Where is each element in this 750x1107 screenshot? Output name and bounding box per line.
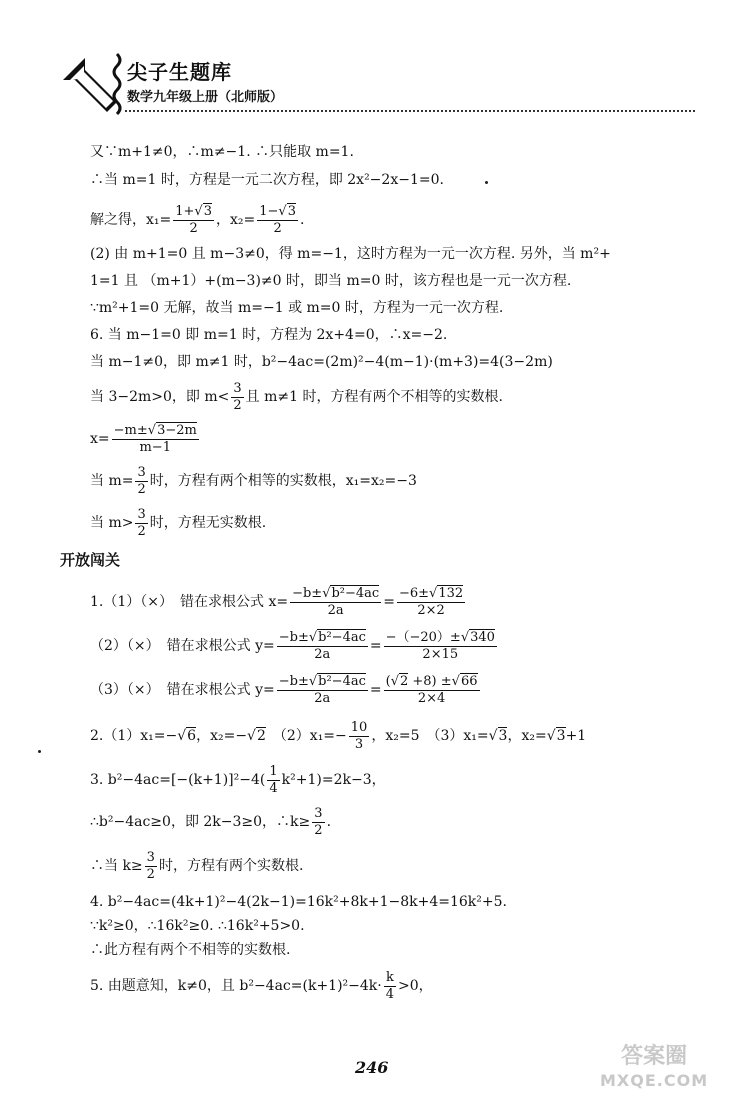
problem-1-2: [90, 626, 700, 666]
fraction: $\frac{-(-20)\pm√340}{2\times 15}$: [385, 629, 495, 662]
equal-roots-line: [90, 462, 700, 500]
denominator: 2: [314, 822, 323, 838]
problem-3-c: [90, 846, 700, 886]
fraction: [231, 381, 243, 414]
radicand: b²−4ac: [318, 629, 366, 645]
fraction: $\frac{-6\pm√132}{2\times 2}$: [398, 585, 464, 618]
text: （3）（×） 错在求根公式 y=: [90, 682, 275, 698]
radicand: 2: [399, 673, 409, 689]
problem-1-3: [90, 670, 700, 710]
text-line: 4. b²−4ac=(4k+1)²−4(2k−1)=16k²+8k+1−8k+4=16k²+5.: [90, 894, 507, 910]
text: k²+1)=2k−3，: [281, 772, 386, 788]
text: 5. 由题意知，k≠0，且 b²−4ac=(k+1)²−4k·: [90, 978, 382, 994]
text: ，: [216, 212, 230, 228]
fraction: $\frac{-m\pm√3-2m}{m-1}$: [113, 422, 197, 455]
radicand: 66: [460, 673, 478, 689]
text: ∴当 k≥: [90, 858, 143, 874]
root-formula-line: [90, 420, 700, 458]
page-number: 246: [355, 1058, 389, 1077]
text: x₂=: [230, 212, 256, 228]
condition-line: [90, 378, 700, 416]
text-line: (2) 由 m+1=0 且 m−3≠0，得 m=−1，这时方程为一元一次方程. 另外，当 m²+: [90, 246, 611, 262]
denominator: 2: [137, 523, 146, 539]
radicand: 3: [556, 728, 566, 744]
radicand: 3−2m: [157, 422, 197, 438]
watermark-domain: MXQE.COM: [600, 1071, 709, 1090]
denominator: 2×2: [417, 602, 445, 618]
numerator: 3: [137, 506, 146, 522]
numerator: 3: [314, 805, 323, 821]
text: 2.（1）x₁=−: [90, 728, 178, 744]
denominator: 4: [269, 780, 278, 796]
fraction: [135, 507, 147, 540]
numerator: 3: [137, 464, 146, 480]
denominator: 2a: [327, 602, 344, 618]
solution-content: [60, 142, 700, 1006]
text: ，x₂=5 （3）x₁=: [371, 728, 489, 744]
text: 1.（1）（×） 错在求根公式 x=: [90, 594, 289, 610]
text: （2）（×） 错在求根公式 y=: [90, 638, 275, 654]
fraction: [384, 970, 396, 1003]
roots-line: [90, 202, 700, 238]
denominator: 2: [233, 397, 242, 413]
denominator: 3: [354, 736, 364, 752]
text: (: [385, 673, 391, 689]
radicand: 340: [470, 629, 495, 645]
text-line: 6. 当 m−1=0 即 m=1 时，方程为 2x+4=0，∴x=−2.: [90, 327, 448, 343]
text: .: [326, 814, 332, 830]
denominator: 2: [189, 220, 198, 236]
numerator: 10: [350, 719, 368, 735]
book-subtitle: 数学九年级上册（北师版）: [127, 90, 284, 105]
no-roots-line: [90, 504, 700, 542]
text-line: 1=1 且 （m+1）+(m−3)≠0 时，即当 m=0 时，该方程也是一元一次方程.: [90, 273, 572, 289]
fraction: $\frac{1+√3}{2}$: [175, 203, 212, 236]
text: 且 m≠1 时，方程有两个不相等的实数根.: [245, 389, 503, 405]
text: +1: [565, 728, 587, 744]
text: x₁=: [146, 212, 172, 228]
problem-3-b: [90, 802, 700, 842]
denominator: 2a: [314, 690, 331, 706]
speck: [38, 750, 41, 753]
arrow-logo-icon: [55, 50, 135, 130]
text: ，x₂=: [507, 728, 547, 744]
fraction: [135, 465, 147, 498]
text: 1+: [175, 203, 195, 219]
text-line: ∴当 m=1 时，方程是一元二次方程，即 2x²−2x−1=0.: [90, 172, 444, 188]
text-line: ∵m²+1=0 无解，故当 m=−1 或 m=0 时，方程为一元一次方程.: [90, 300, 504, 316]
text: 时，方程有两个实数根.: [158, 858, 304, 874]
radicand: b²−4ac: [331, 585, 380, 601]
text: 时，方程无实数根.: [149, 515, 267, 531]
fraction: $\frac{(√2 +8) \pm√66}{2\times 4}$: [385, 673, 478, 706]
denominator: 2: [273, 220, 282, 236]
text: x=: [90, 431, 110, 447]
denominator: 2×15: [422, 646, 459, 662]
radicand: 3: [287, 203, 296, 219]
fraction: $\frac{\text{−b±√b²−4ac}}{2a}$: [292, 585, 380, 618]
watermark-title: 答案圈: [621, 1044, 688, 1069]
text: 时，方程有两个相等的实数根，x₁=x₂=−3: [149, 473, 417, 489]
numerator: k: [384, 970, 396, 987]
fraction: $\frac{\text{−b±√b²−4ac}}{2a}$: [278, 629, 366, 662]
radicand: 3: [203, 203, 212, 219]
denominator: 2: [137, 481, 146, 497]
fraction: [349, 720, 370, 753]
text: =: [383, 594, 395, 610]
denominator: m−1: [139, 439, 171, 455]
problem-1-1: [90, 582, 700, 622]
text: =: [369, 682, 382, 698]
text: −b±: [278, 629, 309, 645]
text: =: [369, 638, 382, 654]
numerator: 1: [269, 763, 278, 779]
problem-2: 2.（1）x₁=−√6，x₂=−√2 （2）x₁=− $\frac{10}{3}$ ，x₂=5 （3）x₁=√3，x₂=√3+1: [90, 719, 587, 752]
text: −b±: [292, 585, 323, 601]
text-line: ∵k²≥0，∴16k²≥0. ∴16k²+5>0.: [90, 918, 305, 934]
numerator: 3: [146, 849, 155, 865]
numerator: 3: [233, 380, 242, 396]
text: 当 3−2m>0，即 m<: [90, 389, 230, 405]
book-title: 尖子生题库: [127, 60, 232, 84]
radicand: 6: [187, 728, 197, 744]
denominator: 2×4: [417, 690, 446, 706]
text-line: 又∵m+1≠0，∴m≠−1. ∴只能取 m=1.: [90, 144, 354, 160]
text: ，x₂=−: [196, 728, 248, 744]
text: 3. b²−4ac=[−(k+1)]²−4(: [90, 772, 266, 788]
header-divider: [125, 110, 695, 112]
text-line: 当 m−1≠0，即 m≠1 时，b²−4ac=(2m)²−4(m−1)·(m+3)=4(3−2m): [90, 354, 553, 370]
section-title: 开放闯关: [60, 551, 121, 569]
page-header: [55, 50, 695, 130]
fraction: [267, 764, 279, 797]
text: 解之得，: [90, 212, 146, 228]
denominator: 4: [385, 986, 395, 1002]
denominator: 2a: [314, 646, 331, 662]
text: −m±: [113, 422, 148, 438]
text: −6±: [398, 585, 430, 601]
text: >0，: [398, 978, 433, 994]
text: （2）x₁=−: [265, 728, 347, 744]
watermark: [600, 1045, 708, 1093]
text: 当 m=: [90, 473, 134, 489]
problem-5: [90, 966, 700, 1006]
denominator: 2: [146, 866, 155, 882]
fraction: [312, 806, 324, 839]
radicand: b²−4ac: [318, 673, 366, 689]
text: −（−20）±: [385, 629, 461, 645]
text: 1−: [259, 203, 279, 219]
fraction: $\frac{\text{−b±√b²−4ac}}{2a}$: [278, 673, 366, 706]
text: +8) ±: [408, 673, 452, 689]
text-line: ∴此方程有两个不相等的实数根.: [90, 942, 291, 958]
radicand: 2: [256, 728, 266, 744]
fraction: $\frac{1-√3}{2}$: [259, 203, 296, 236]
text: −b±: [278, 673, 309, 689]
problem-3-a: [90, 760, 700, 800]
fraction: [145, 850, 157, 883]
text: .: [300, 212, 305, 228]
radicand: 3: [498, 728, 508, 744]
radicand: 132: [438, 585, 464, 601]
text: ∴b²−4ac≥0，即 2k−3≥0，∴k≥: [90, 814, 311, 830]
text: 当 m>: [90, 515, 134, 531]
